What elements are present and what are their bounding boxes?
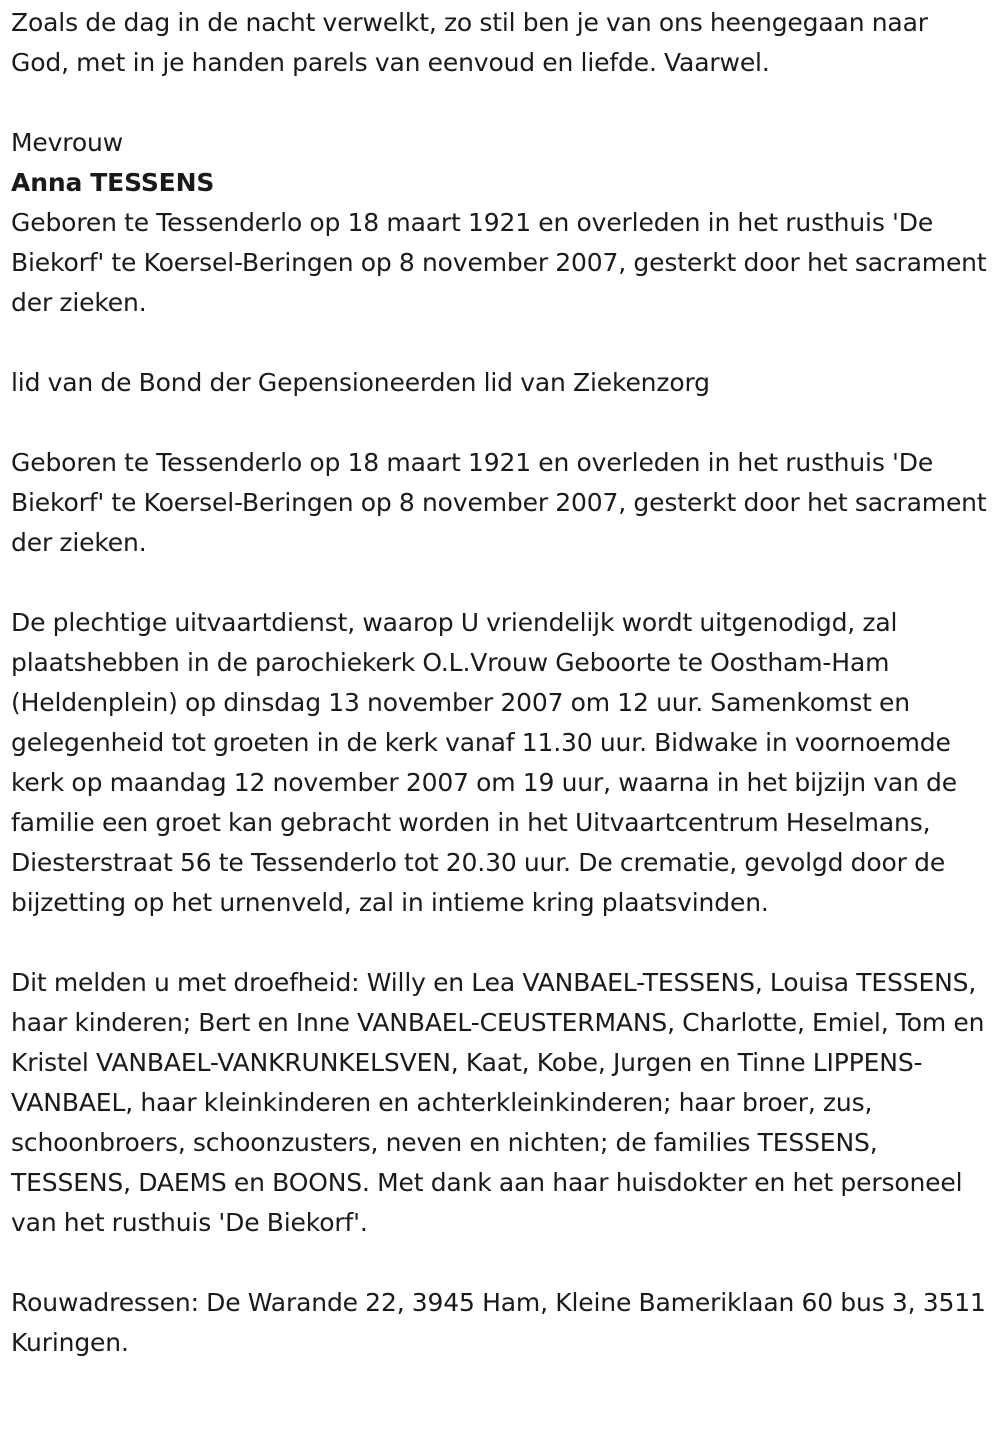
funeral-paragraph: De plechtige uitvaartdienst, waarop U vriendelijk wordt uitgenodigd, zal plaatshebben in de parochiekerk O.L.Vrouw Geboorte te Oostham-Ham (Heldenplein) op dinsdag 13 november 2007 om 12 uur. Samenkomst en gelegenheid tot groeten in de kerk vanaf 11.30 uur. Bidwake in voornoemde kerk op maandag 12 november 2007 om 19 uur, waarna in het bijzijn van de familie een groet kan gebracht worden in het Uitvaartcentrum Heselmans, Diesterstraat 56 te Tessenderlo tot 20.30 uur. De crematie, gevolgd door de bijzetting op het urnenveld, zal in intieme kring plaatsvinden. xyxy=(11,608,957,917)
memberships-paragraph: lid van de Bond der Gepensioneerden lid van Ziekenzorg xyxy=(11,368,710,397)
spacer xyxy=(11,403,993,443)
birth-death-paragraph-2: Geboren te Tessenderlo op 18 maart 1921 en overleden in het rusthuis 'De Biekorf' te Koersel-Beringen op 8 november 2007, gesterkt door het sacrament der zieken. xyxy=(11,448,987,557)
spacer xyxy=(11,323,993,363)
spacer xyxy=(11,83,993,123)
motto-paragraph: Zoals de dag in de nacht verwelkt, zo stil ben je van ons heengegaan naar God, met in je handen parels van eenvoud en liefde. Vaarwel. xyxy=(11,8,928,77)
salutation: Mevrouw xyxy=(11,128,124,157)
spacer xyxy=(11,1243,993,1283)
obituary-document xyxy=(11,3,993,1363)
birth-death-paragraph-1: Geboren te Tessenderlo op 18 maart 1921 en overleden in het rusthuis 'De Biekorf' te Koersel-Beringen op 8 november 2007, gesterkt door het sacrament der zieken. xyxy=(11,208,987,317)
deceased-name: Anna TESSENS xyxy=(11,168,215,197)
announcement-paragraph: Dit melden u met droefheid: Willy en Lea VANBAEL-TESSENS, Louisa TESSENS, haar kinderen; Bert en Inne VANBAEL-CEUSTERMANS, Charlotte, Emiel, Tom en Kristel VANBAEL-VANKRUNKELSVEN, Kaat, Kobe, Jurgen en Tinne LIPPENS-VANBAEL, haar kleinkinderen en achterkleinkinderen; haar broer, zus, schoonbroers, schoonzusters, neven en nichten; de families TESSENS, TESSENS, DAEMS en BOONS. Met dank aan haar huisdokter en het personeel van het rusthuis 'De Biekorf'. xyxy=(11,968,985,1237)
spacer xyxy=(11,563,993,603)
addresses-paragraph: Rouwadressen: De Warande 22, 3945 Ham, Kleine Bameriklaan 60 bus 3, 3511 Kuringen. xyxy=(11,1288,986,1357)
spacer xyxy=(11,923,993,963)
